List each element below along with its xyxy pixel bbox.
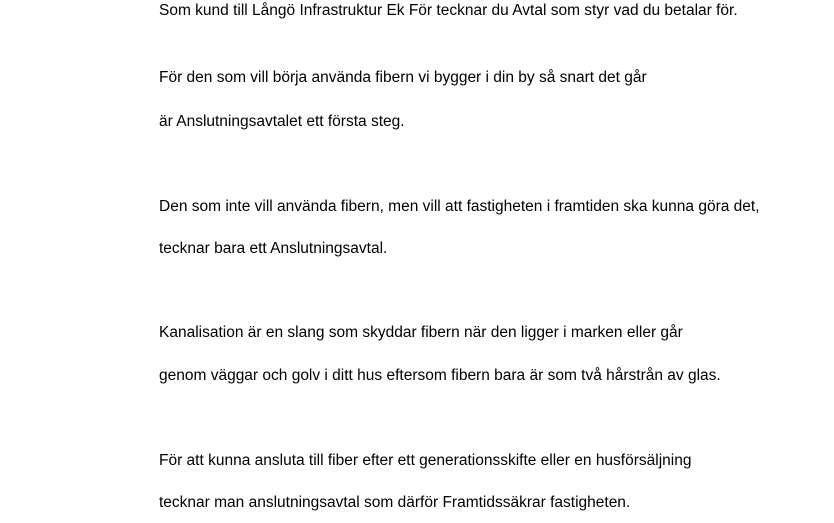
paragraph-2-line-2: är Anslutningsavtalet ett första steg. (159, 113, 405, 130)
paragraph-4-line-2: genom väggar och golv i ditt hus eftersom fibern bara är som två hårstrån av glas. (159, 367, 721, 384)
paragraph-1-line-1: Som kund till Långö Infrastruktur Ek För tecknar du Avtal som styr vad du betalar för. (159, 2, 738, 19)
paragraph-3-line-1: Den som inte vill använda fibern, men vill att fastigheten i framtiden ska kunna göra det, (159, 198, 760, 215)
paragraph-5-line-1: För att kunna ansluta till fiber efter ett generationsskifte eller en husförsäljning (159, 452, 692, 469)
paragraph-5-line-2: tecknar man anslutningsavtal som därför Framtidssäkrar fastigheten. (159, 494, 631, 511)
paragraph-4-line-1: Kanalisation är en slang som skyddar fibern när den ligger i marken eller går (159, 324, 683, 341)
paragraph-3-line-2: tecknar bara ett Anslutningsavtal. (159, 240, 388, 257)
paragraph-2-line-1: För den som vill börja använda fibern vi bygger i din by så snart det går (159, 69, 647, 86)
